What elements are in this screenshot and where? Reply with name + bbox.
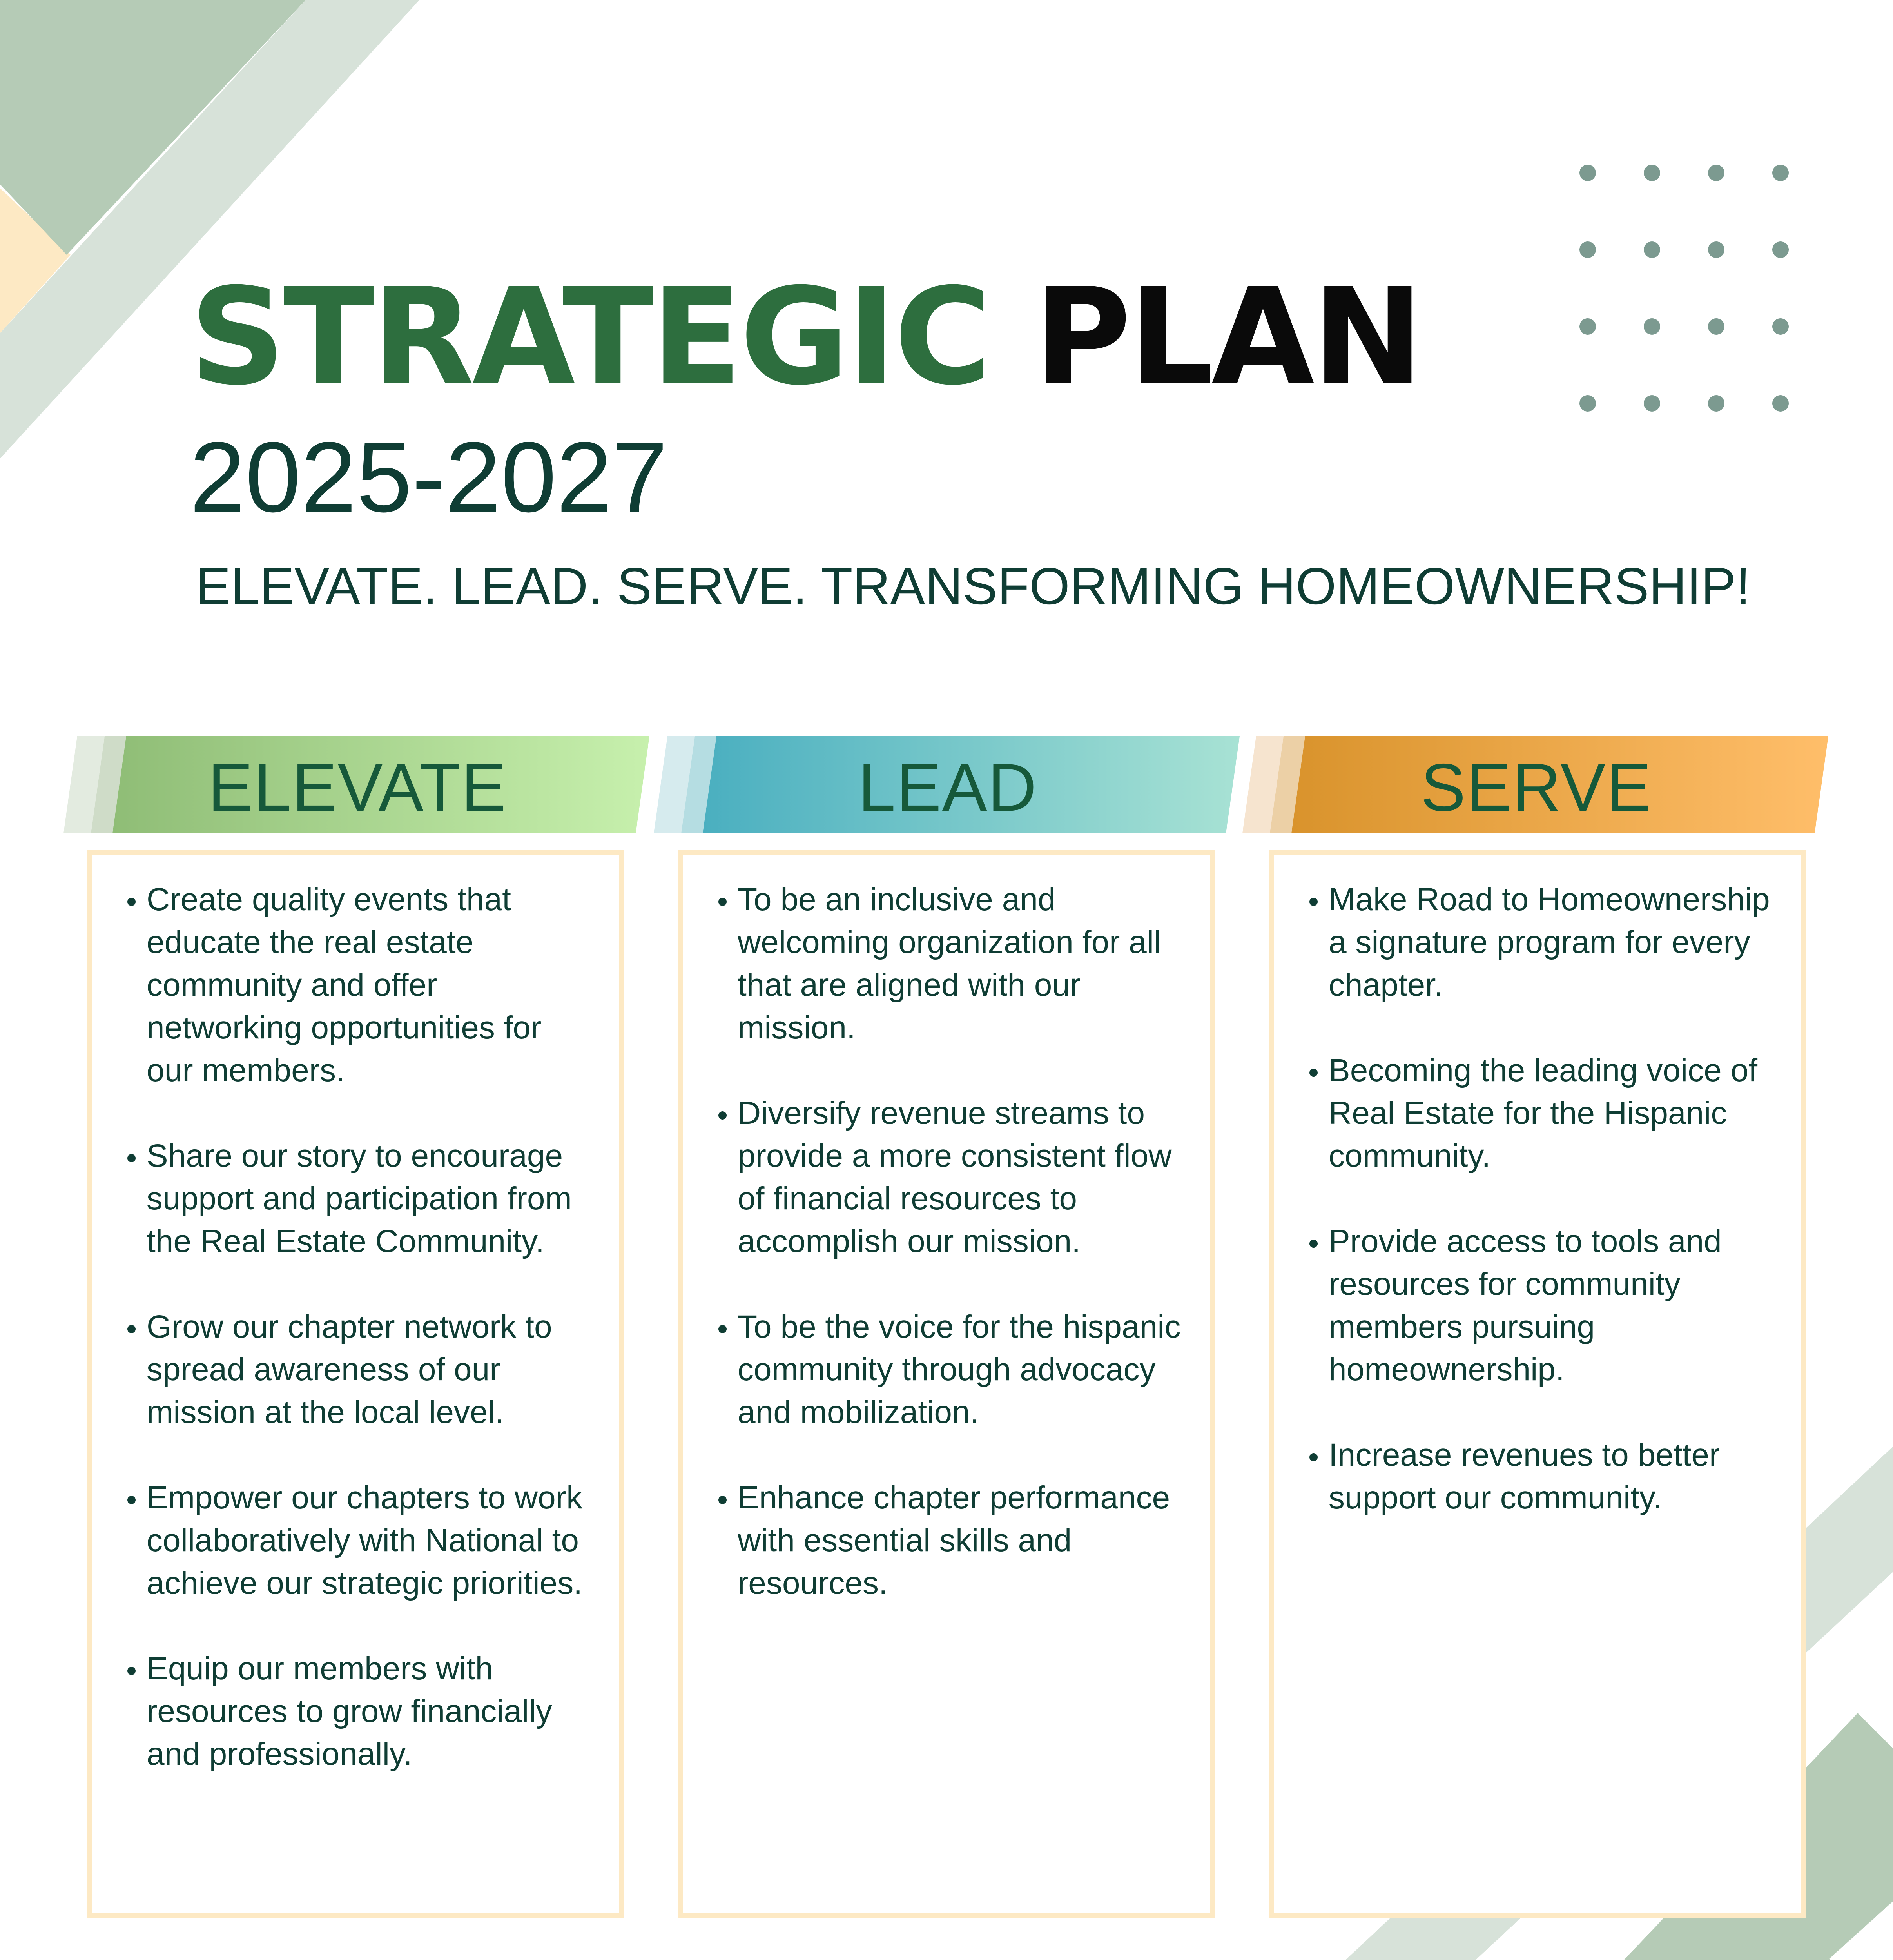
serve-heading: SERVE bbox=[1421, 750, 1652, 825]
title-word-strategic: STRATEGIC bbox=[190, 260, 990, 415]
decor-dot bbox=[1772, 165, 1789, 181]
decor-dot bbox=[1644, 241, 1660, 258]
list-item: • Enhance chapter performance with essential skills and resources. bbox=[738, 1476, 1183, 1604]
list-item: • Equip our members with resources to grow financially and professionally. bbox=[147, 1647, 592, 1775]
decor-dot bbox=[1772, 318, 1789, 335]
decor-dot bbox=[1579, 165, 1596, 181]
elevate-banner bbox=[63, 736, 651, 833]
lead-banner bbox=[654, 736, 1242, 833]
decor-dot bbox=[1644, 395, 1660, 412]
decor-dot bbox=[1644, 318, 1660, 335]
page-title bbox=[190, 260, 1422, 415]
list-item: • Provide access to tools and resources for community members pursuing homeownership. bbox=[1329, 1220, 1774, 1391]
list-item: • Share our story to encourage support and participation from the Real Estate Community. bbox=[147, 1134, 592, 1263]
lead-column-box bbox=[678, 850, 1215, 1918]
serve-column-box bbox=[1269, 850, 1806, 1918]
tagline: ELEVATE. LEAD. SERVE. TRANSFORMING HOMEOWNERSHIP! bbox=[196, 557, 1751, 615]
lead-heading: LEAD bbox=[858, 750, 1037, 825]
serve-banner bbox=[1242, 736, 1830, 833]
list-item: • Becoming the leading voice of Real Estate for the Hispanic community. bbox=[1329, 1049, 1774, 1177]
decor-dot bbox=[1579, 395, 1596, 412]
decor-dot bbox=[1708, 165, 1724, 181]
list-item: • Increase revenues to better support our community. bbox=[1329, 1434, 1774, 1519]
list-item: • Diversify revenue streams to provide a more consistent flow of financial resources to accomplish our mission. bbox=[738, 1092, 1183, 1263]
decor-dot bbox=[1579, 318, 1596, 335]
title-word-plan: PLAN bbox=[1034, 260, 1422, 415]
decor-dot bbox=[1579, 241, 1596, 258]
decor-dot bbox=[1772, 395, 1789, 412]
plan-years: 2025-2027 bbox=[190, 421, 668, 533]
serve-goals-list bbox=[1274, 855, 1801, 1519]
decor-dot bbox=[1644, 165, 1660, 181]
list-item: • Create quality events that educate the real estate community and offer networking opportunities for our members. bbox=[147, 878, 592, 1092]
list-item: • Make Road to Homeownership a signature program for every chapter. bbox=[1329, 878, 1774, 1006]
list-item: • To be an inclusive and welcoming organization for all that are aligned with our mission. bbox=[738, 878, 1183, 1049]
elevate-column-box bbox=[87, 850, 624, 1918]
decor-dot bbox=[1708, 395, 1724, 412]
decor-dot bbox=[1772, 241, 1789, 258]
elevate-heading: ELEVATE bbox=[208, 750, 507, 825]
dot-grid-decoration bbox=[1579, 165, 1799, 416]
list-item: • To be the voice for the hispanic community through advocacy and mobilization. bbox=[738, 1305, 1183, 1434]
decor-dot bbox=[1708, 318, 1724, 335]
elevate-goals-list bbox=[92, 855, 619, 1775]
list-item: • Empower our chapters to work collaboratively with National to achieve our strategic priorities. bbox=[147, 1476, 592, 1604]
list-item: • Grow our chapter network to spread awareness of our mission at the local level. bbox=[147, 1305, 592, 1434]
lead-goals-list bbox=[683, 855, 1210, 1604]
decor-dot bbox=[1708, 241, 1724, 258]
